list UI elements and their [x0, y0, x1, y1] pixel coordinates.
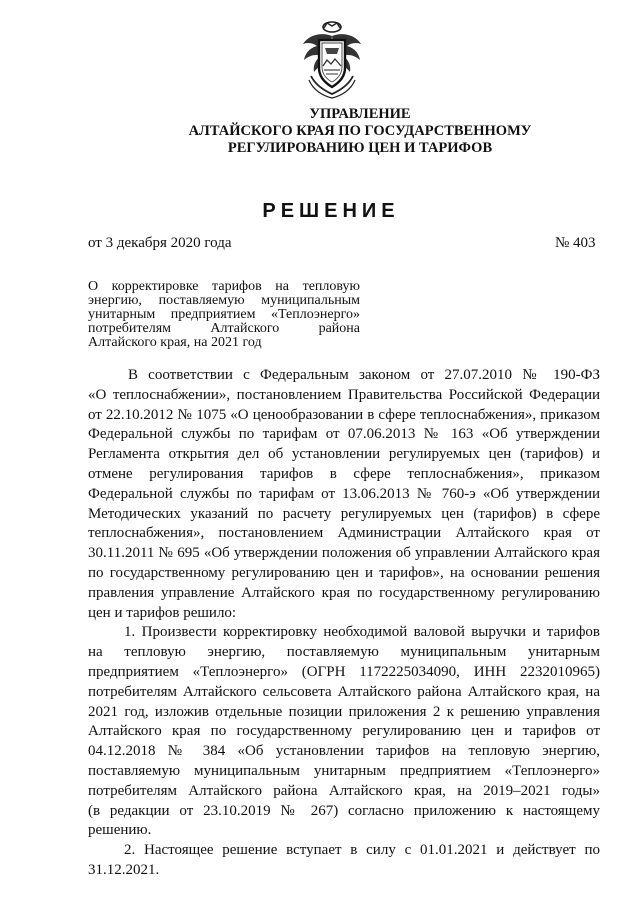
item-1-line: потребителям Алтайского сельсовета Алтайского района Алтайского края, на: [88, 683, 600, 700]
coat-of-arms-icon: [297, 18, 367, 100]
item-1-line: (в редакции от 23.10.2019 № 267) согласно приложению к настоящему: [88, 802, 600, 819]
subject-line: унитарным предприятием «Теплоэнерго»: [88, 307, 360, 322]
document-body: [88, 366, 600, 881]
body-line: В соответствии с Федеральным законом от 27.07.2010 № 190-ФЗ: [128, 367, 600, 383]
document-number: № 403: [555, 235, 596, 251]
body-line: Регламента открытия дел об установлении регулируемых цен (тарифов) и: [88, 446, 600, 463]
body-line: по государственному регулированию цен и тарифов», на основании решения: [88, 564, 600, 581]
document-subject: [88, 280, 360, 350]
item-1-line: решению.: [88, 822, 152, 839]
agency-line: АЛТАЙСКОГО КРАЯ ПО ГОСУДАРСТВЕННОМУ: [188, 123, 532, 139]
agency-line: УПРАВЛЕНИЕ: [309, 106, 411, 122]
item-1-line: на тепловую энергию, поставляемую муниципальным унитарным: [88, 644, 600, 661]
item-1-line: предприятием «Теплоэнерго» (ОГРН 1172225034090, ИНН 2232010965): [88, 663, 600, 680]
body-line: «О теплоснабжении», постановлением Правительства Российской Федерации: [88, 386, 600, 403]
body-line: Федеральной службы по тарифам от 07.06.2013 № 163 «Об утверждении: [88, 426, 600, 443]
item-2-line: 31.12.2021.: [88, 861, 160, 878]
subject-line: энергию, поставляемую муниципальным: [88, 293, 360, 308]
subject-line: потребителям Алтайского района: [88, 321, 360, 336]
item-1-line: 2021 год, изложив отдельные позиции приложения 2 к решению управления: [88, 703, 600, 720]
body-line: Федеральной службы по тарифам от 13.06.2013 № 760-э «Об утверждении: [88, 485, 600, 502]
subject-line: Алтайского края, на 2021 год: [88, 335, 262, 350]
body-line: 30.11.2011 № 695 «Об утверждении положения об управлении Алтайского края: [88, 545, 600, 562]
item-1-line: Алтайского края по государственному регулированию цен и тарифов от: [88, 723, 600, 740]
item-2-line: 2. Настоящее решение вступает в силу с 01.01.2021 и действует по: [124, 842, 600, 859]
document-title: РЕШЕНИЕ: [262, 200, 400, 222]
body-line: отмене регулирования тарифов в сфере теплоснабжения», приказом: [88, 465, 600, 482]
subject-line: О корректировке тарифов на тепловую: [88, 279, 360, 294]
body-line: правления управление Алтайского края по государственному регулированию: [88, 584, 600, 601]
body-line: от 22.10.2012 № 1075 «О ценообразовании в сфере теплоснабжения», приказом: [88, 406, 600, 423]
item-1-line: 04.12.2018 № 384 «Об установлении тарифов на тепловую энергию,: [88, 743, 600, 760]
document-date: от 3 декабря 2020 года: [88, 235, 232, 251]
body-line: Методических указаний по расчету регулируемых цен (тарифов) в сфере: [88, 505, 600, 522]
item-1-line: потребителям Алтайского района Алтайского края, на 2019–2021 годы»: [88, 782, 600, 799]
item-1-line: 1. Произвести корректировку необходимой валовой выручки и тарифов: [124, 624, 600, 641]
body-line: цен и тарифов решило:: [88, 604, 237, 621]
agency-name: [120, 106, 600, 157]
item-1-line: поставляемую муниципальным унитарным предприятием «Теплоэнерго»: [88, 762, 600, 779]
body-line: теплоснабжения», постановлением Администрации Алтайского края от: [88, 525, 600, 542]
agency-line: РЕГУЛИРОВАНИЮ ЦЕН И ТАРИФОВ: [227, 140, 493, 156]
